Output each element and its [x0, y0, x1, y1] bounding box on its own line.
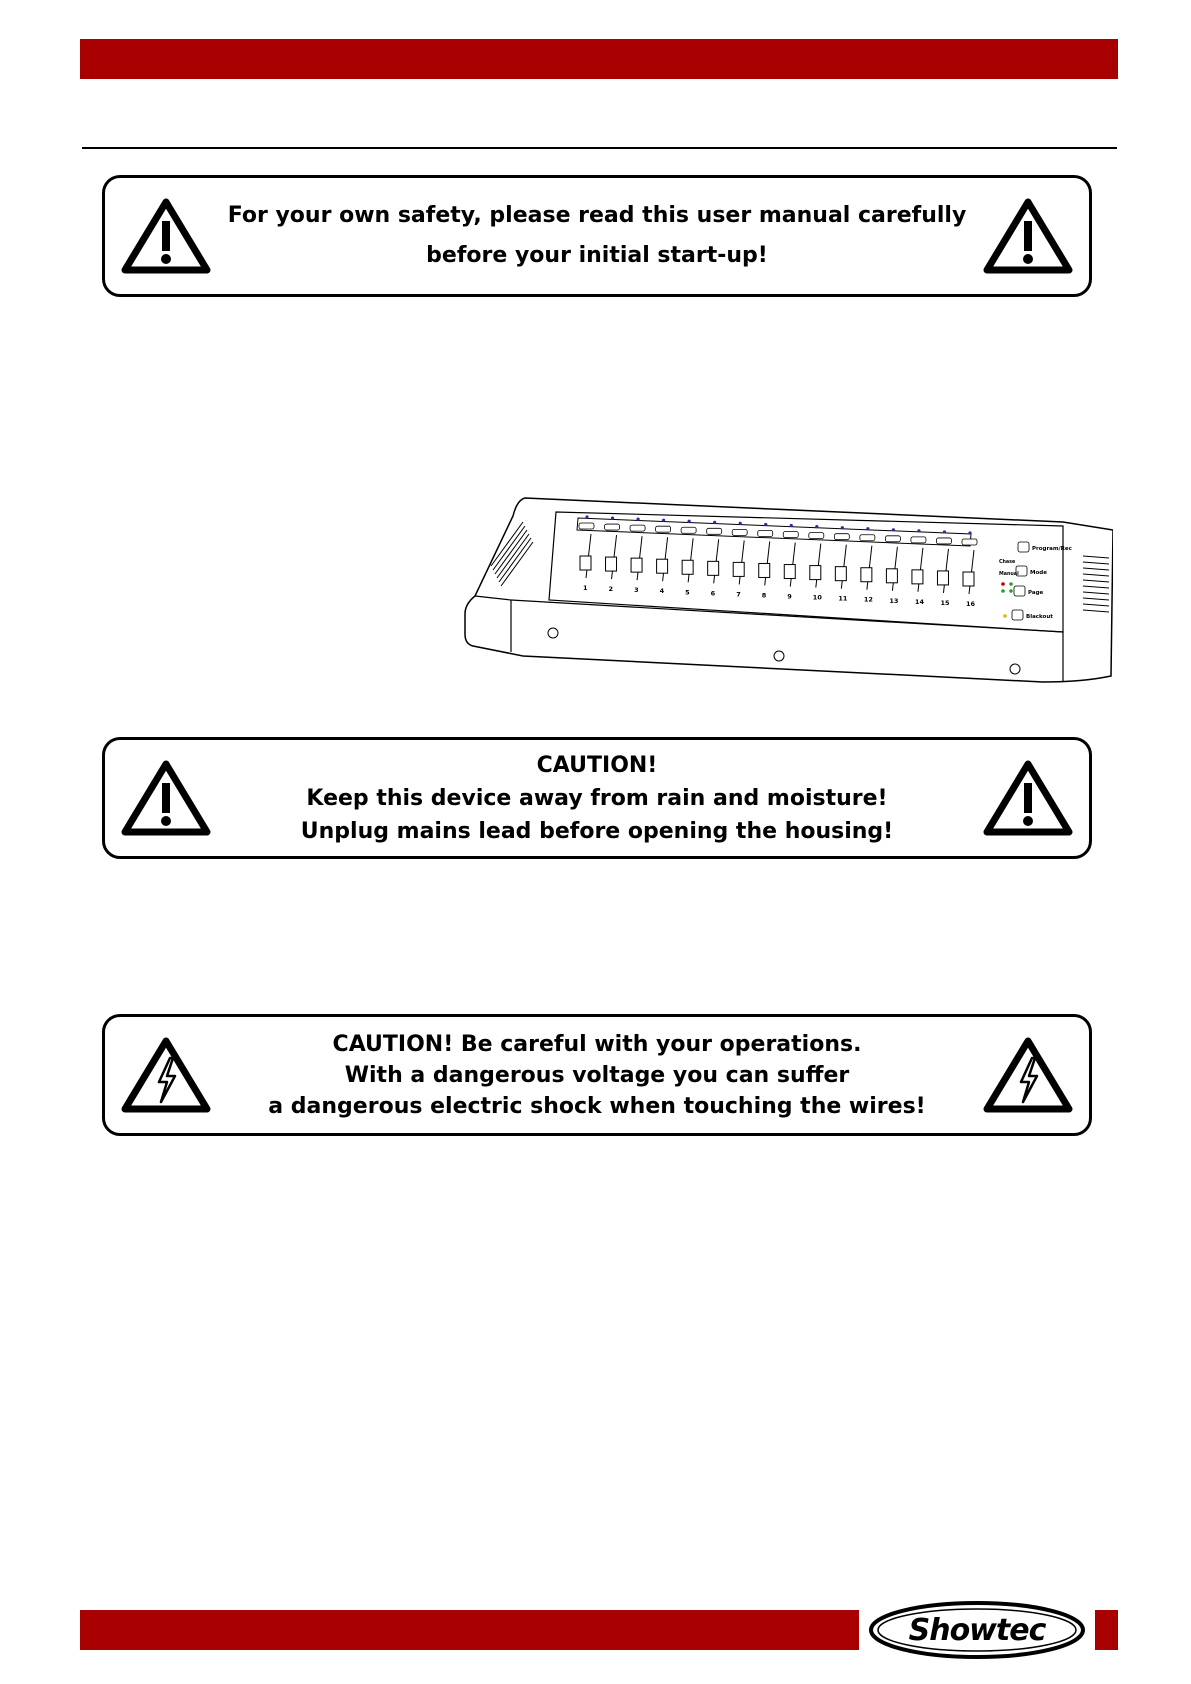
channel-led — [739, 522, 742, 525]
footer-bar-end — [1095, 1610, 1118, 1650]
safety-notice-text — [225, 178, 969, 294]
status-led — [1003, 614, 1007, 618]
fader-knob — [937, 571, 948, 585]
channel-led — [764, 523, 767, 526]
bump-button — [783, 532, 798, 538]
notice-line: before your initial start-up! — [426, 243, 768, 268]
channel-number: 4 — [659, 587, 665, 596]
fader-knob — [580, 556, 591, 570]
channel-led — [866, 527, 869, 530]
showtec-logo — [868, 1600, 1086, 1660]
bump-button — [860, 535, 875, 541]
channel-number: 11 — [838, 594, 848, 603]
fader-knob — [912, 570, 923, 584]
bump-button — [936, 538, 951, 544]
fader-knob — [682, 560, 693, 574]
channel-led — [790, 524, 793, 527]
channel-led — [892, 528, 895, 531]
function-button-label: Page — [1028, 590, 1044, 596]
fader-knob — [784, 565, 795, 579]
bump-button — [834, 534, 849, 540]
channel-number: 9 — [787, 592, 792, 601]
status-led — [1009, 582, 1013, 586]
channel-number: 14 — [914, 597, 924, 606]
channel-led — [917, 529, 920, 532]
fader-knob — [708, 561, 719, 575]
channel-number: 7 — [736, 590, 741, 599]
channel-led — [841, 526, 844, 529]
channel-number: 6 — [710, 589, 716, 598]
high-voltage-triangle-icon — [121, 1036, 211, 1114]
status-led — [1001, 582, 1005, 586]
fader-knob — [606, 557, 617, 571]
channel-led — [662, 519, 665, 522]
channel-number: 3 — [634, 586, 639, 595]
bump-button — [707, 528, 722, 534]
exclamation-triangle-icon — [983, 197, 1073, 275]
function-button-label: Blackout — [1026, 614, 1053, 620]
channel-number: 5 — [685, 588, 690, 597]
channel-led — [713, 521, 716, 524]
channel-led — [688, 520, 691, 523]
notice-line: CAUTION! — [536, 752, 658, 778]
channel-number: 16 — [966, 600, 976, 608]
mode-label: Manual — [999, 572, 1019, 577]
exclamation-triangle-icon — [121, 197, 211, 275]
voltage-caution-text — [225, 1017, 969, 1133]
fader-knob — [631, 558, 642, 572]
fader-knob — [835, 567, 846, 581]
channel-led — [611, 516, 614, 519]
bump-button — [605, 524, 620, 530]
channel-led — [636, 518, 639, 521]
high-voltage-triangle-icon — [983, 1036, 1073, 1114]
safety-notice-box — [102, 175, 1092, 297]
fader-knob — [886, 569, 897, 583]
moisture-caution-text — [225, 740, 969, 856]
notice-line: a dangerous electric shock when touching the wires! — [268, 1093, 926, 1119]
channel-led — [943, 530, 946, 533]
channel-number: 1 — [583, 584, 588, 592]
channel-number: 15 — [940, 598, 950, 607]
bump-button — [758, 530, 773, 536]
status-led — [1009, 589, 1013, 593]
bump-button — [911, 537, 926, 543]
fader-knob — [963, 572, 974, 586]
bump-button — [681, 527, 696, 533]
channel-number: 12 — [863, 595, 873, 604]
fader-knob — [733, 562, 744, 576]
channel-number: 2 — [608, 585, 614, 594]
bump-button — [732, 529, 747, 535]
dmx-controller-illustration — [463, 496, 1113, 688]
notice-line: For your own safety, please read this user manual carefully — [227, 203, 967, 228]
footer-bar — [80, 1610, 859, 1650]
channel-number: 10 — [812, 593, 822, 602]
notice-line: Keep this device away from rain and moisture! — [306, 785, 888, 811]
channel-led — [815, 525, 818, 528]
notice-line: With a dangerous voltage you can suffer — [344, 1062, 850, 1088]
function-button-label: Program/Rec — [1032, 546, 1072, 552]
fader-knob — [861, 568, 872, 582]
channel-number: 13 — [889, 596, 899, 605]
notice-line: Unplug mains lead before opening the housing! — [300, 818, 894, 844]
bump-button — [809, 533, 824, 539]
function-button-label: Mode — [1030, 570, 1047, 576]
header-rule — [82, 147, 1117, 149]
bump-button — [962, 539, 977, 545]
bump-button — [579, 523, 594, 529]
header-bar — [80, 39, 1118, 79]
fader-knob — [759, 563, 770, 577]
voltage-caution-box — [102, 1014, 1092, 1136]
logo-wordmark: Showtec — [908, 1612, 1046, 1648]
mode-label: Chase — [999, 560, 1016, 565]
bump-button — [630, 525, 645, 531]
channel-number: 8 — [761, 591, 767, 600]
fader-knob — [810, 566, 821, 580]
function-button — [1014, 586, 1025, 596]
moisture-caution-box — [102, 737, 1092, 859]
bump-button — [656, 526, 671, 532]
channel-led — [968, 531, 971, 534]
bump-button — [885, 536, 900, 542]
exclamation-triangle-icon — [121, 759, 211, 837]
fader-knob — [657, 559, 668, 573]
notice-line: CAUTION! Be careful with your operations. — [332, 1031, 862, 1057]
exclamation-triangle-icon — [983, 759, 1073, 837]
status-led — [1001, 589, 1005, 593]
function-button — [1012, 610, 1023, 620]
channel-led — [585, 515, 588, 518]
function-button — [1018, 542, 1029, 552]
